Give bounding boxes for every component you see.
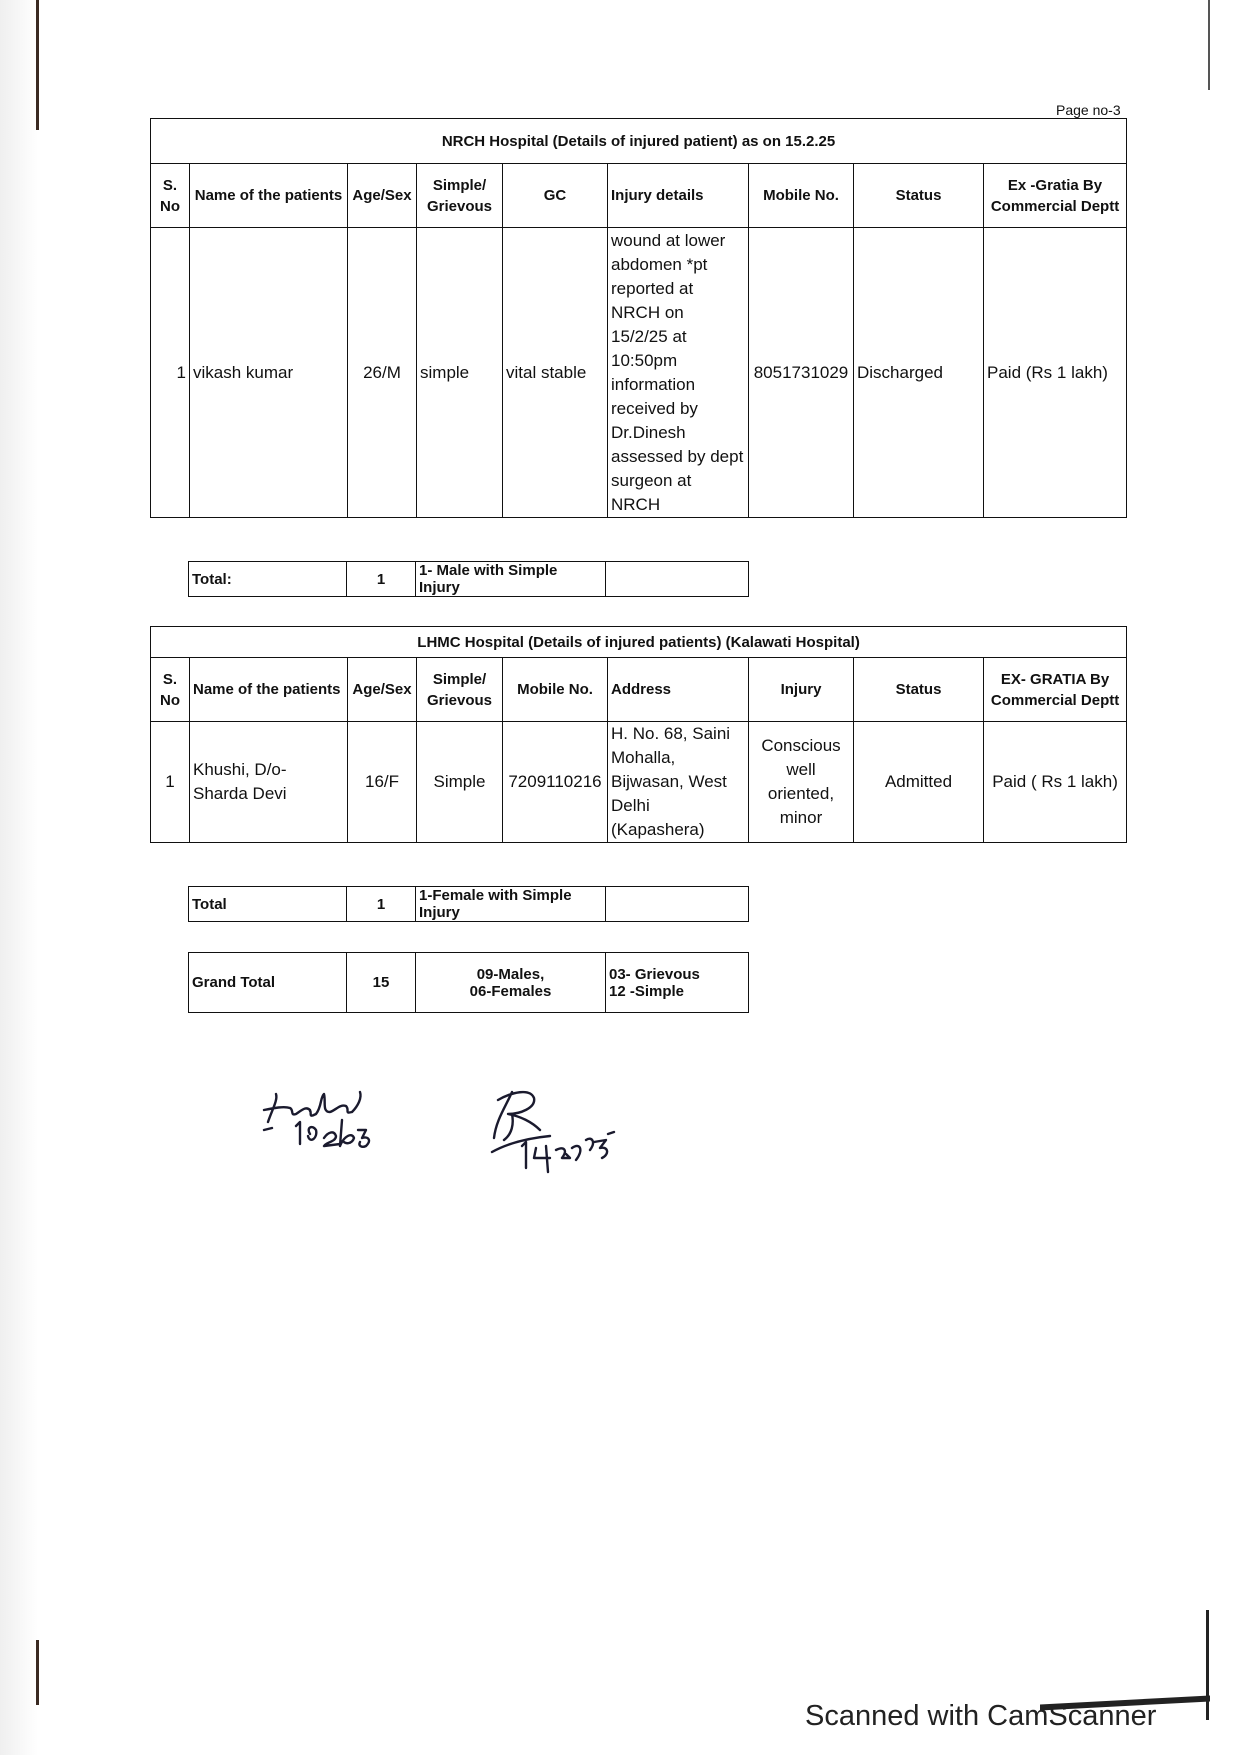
- header-name: Name of the patients: [190, 164, 348, 228]
- cell-age-sex: 26/M: [348, 228, 417, 518]
- total-blank: [606, 562, 749, 597]
- cell-simple-grievous: simple: [417, 228, 503, 518]
- header-simple-grievous: Simple/ Grievous: [417, 164, 503, 228]
- grand-total-label: Grand Total: [189, 953, 347, 1013]
- cell-injury-details: wound at lower abdomen *pt reported at NRCH on 15/2/25 at 10:50pm information received by Dr.Dinesh assessed by dept surgeon at NRCH: [608, 228, 749, 518]
- cell-mobile: 8051731029: [749, 228, 854, 518]
- total-label: Total: [189, 887, 347, 922]
- scan-shadow: [0, 0, 38, 1755]
- scanner-watermark: Scanned with CamScanner: [805, 1700, 1157, 1732]
- total-description: 1- Male with Simple Injury: [416, 562, 606, 597]
- header-status: Status: [854, 658, 984, 722]
- header-mobile: Mobile No.: [749, 164, 854, 228]
- cell-age-sex: 16/F: [348, 722, 417, 843]
- total-count: 1: [347, 887, 416, 922]
- total-blank: [606, 887, 749, 922]
- total-count: 1: [347, 562, 416, 597]
- cell-name: Khushi, D/o- Sharda Devi: [190, 722, 348, 843]
- cell-gc: vital stable: [503, 228, 608, 518]
- cell-mobile: 7209110216: [503, 722, 608, 843]
- nrch-table-title: NRCH Hospital (Details of injured patient) as on 15.2.25: [151, 119, 1127, 164]
- table-row: [151, 722, 1127, 843]
- cell-sno: 1: [151, 722, 190, 843]
- cell-sno: 1: [151, 228, 190, 518]
- signatures: [250, 1080, 650, 1190]
- total-label: Total:: [189, 562, 347, 597]
- header-age-sex: Age/Sex: [348, 658, 417, 722]
- header-status: Status: [854, 164, 984, 228]
- header-injury: Injury: [749, 658, 854, 722]
- grand-total-gender: [416, 953, 606, 1013]
- grand-total-type: [606, 953, 749, 1013]
- header-sno: S. No: [151, 164, 190, 228]
- scan-edge: [36, 1640, 39, 1705]
- header-sno: S. No: [151, 658, 190, 722]
- grand-total-simple: 12 -Simple: [609, 982, 685, 1000]
- scan-edge: [1208, 0, 1210, 90]
- nrch-total-table: [188, 561, 749, 597]
- page-number: Page no-3: [1056, 102, 1121, 118]
- lhmc-total-table: [188, 886, 749, 922]
- grand-total-table: [188, 952, 749, 1013]
- cell-ex-gratia: Paid (Rs 1 lakh): [984, 228, 1127, 518]
- grand-total-males: 09-Males,: [476, 965, 545, 983]
- cell-injury: Conscious well oriented, minor: [749, 722, 854, 843]
- header-age-sex: Age/Sex: [348, 164, 417, 228]
- header-address: Address: [608, 658, 749, 722]
- cell-status: Discharged: [854, 228, 984, 518]
- grand-total-females: 06-Females: [469, 982, 552, 1000]
- total-description: 1-Female with Simple Injury: [416, 887, 606, 922]
- header-ex-gratia: EX- GRATIA By Commercial Deptt: [984, 658, 1127, 722]
- header-ex-gratia: Ex -Gratia By Commercial Deptt: [984, 164, 1127, 228]
- header-name: Name of the patients: [190, 658, 348, 722]
- cell-ex-gratia: Paid ( Rs 1 lakh): [984, 722, 1127, 843]
- table-row: [151, 228, 1127, 518]
- scan-edge: [36, 0, 39, 130]
- lhmc-table-title: LHMC Hospital (Details of injured patients) (Kalawati Hospital): [151, 627, 1127, 658]
- handwritten-signature: [250, 1080, 650, 1190]
- header-gc: GC: [503, 164, 608, 228]
- scan-edge: [1206, 1610, 1209, 1720]
- cell-status: Admitted: [854, 722, 984, 843]
- lhmc-table: [150, 626, 1127, 843]
- header-simple-grievous: Simple/ Grievous: [417, 658, 503, 722]
- nrch-table: [150, 118, 1127, 518]
- grand-total-count: 15: [347, 953, 416, 1013]
- header-mobile: Mobile No.: [503, 658, 608, 722]
- cell-simple-grievous: Simple: [417, 722, 503, 843]
- grand-total-grievous: 03- Grievous: [609, 965, 700, 983]
- header-injury-details: Injury details: [608, 164, 749, 228]
- cell-address: H. No. 68, Saini Mohalla, Bijwasan, West Delhi (Kapashera): [608, 722, 749, 843]
- cell-name: vikash kumar: [190, 228, 348, 518]
